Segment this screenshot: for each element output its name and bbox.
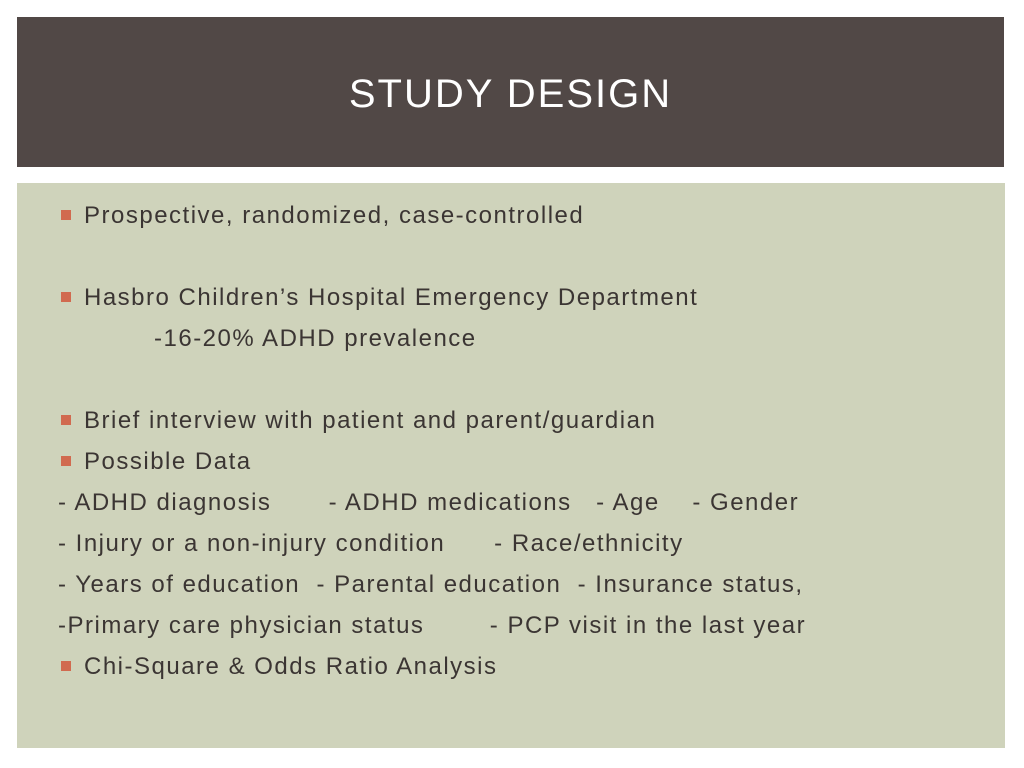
data-line-diagnosis: - ADHD diagnosis - ADHD medications - Age - Gender — [58, 489, 800, 516]
bullet-hospital: Hasbro Children’s Hospital Emergency Department — [84, 284, 699, 311]
bullet-prospective: Prospective, randomized, case-controlled — [84, 202, 585, 229]
bullet-marker-icon — [61, 292, 71, 302]
sub-line-prevalence: -16-20% ADHD prevalence — [154, 325, 477, 352]
title-band — [17, 17, 1004, 167]
data-line-physician: -Primary care physician status - PCP visit in the last year — [58, 612, 807, 639]
bullet-marker-icon — [61, 456, 71, 466]
bullet-interview: Brief interview with patient and parent/guardian — [84, 407, 657, 434]
slide-title: STUDY DESIGN — [348, 71, 673, 116]
bullet-marker-icon — [61, 415, 71, 425]
content-panel — [17, 183, 1005, 748]
bullet-possible-data: Possible Data — [84, 448, 252, 475]
bullet-analysis: Chi-Square & Odds Ratio Analysis — [84, 653, 498, 680]
data-line-injury: - Injury or a non-injury condition - Race/ethnicity — [58, 530, 684, 557]
data-line-education: - Years of education - Parental education - Insurance status, — [58, 571, 804, 598]
bullet-marker-icon — [61, 210, 71, 220]
bullet-marker-icon — [61, 661, 71, 671]
